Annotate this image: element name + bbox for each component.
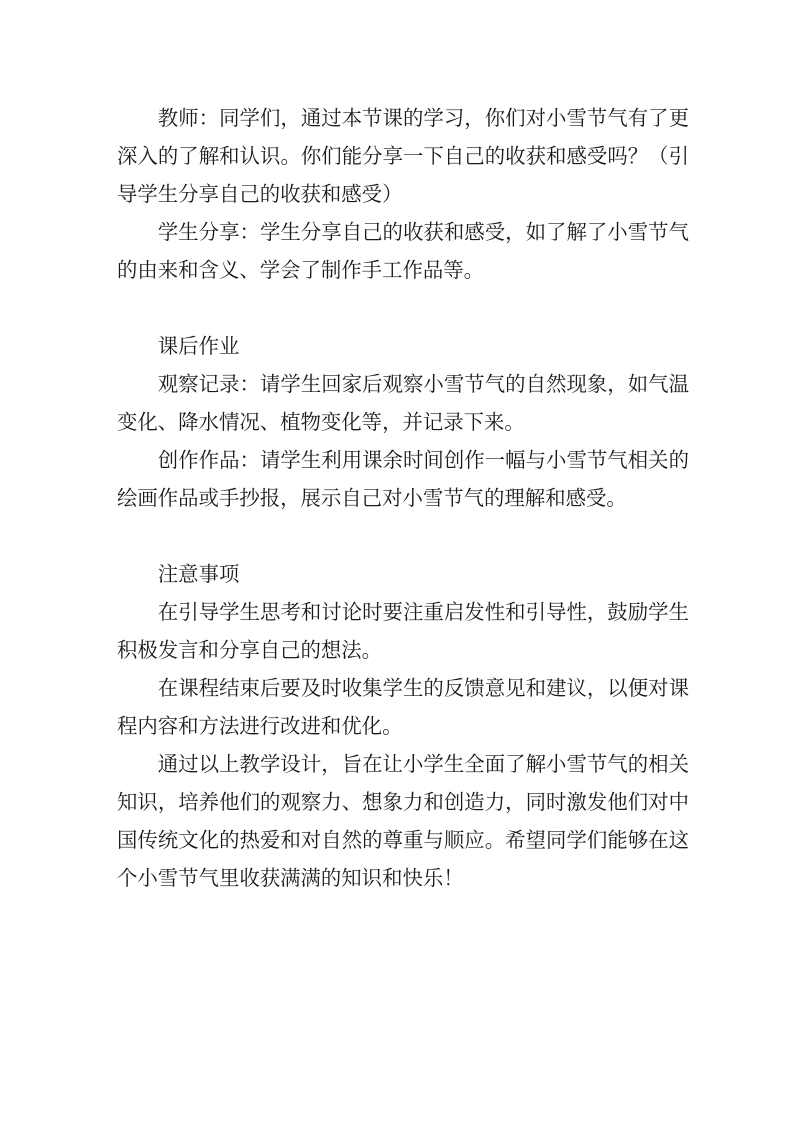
notes-heading: 注意事项 bbox=[157, 562, 240, 586]
notes-feedback-paragraph: 在课程结束后要及时收集学生的反馈意见和建议，以便对课程内容和方法进行改进和优化。 bbox=[117, 676, 689, 738]
conclusion-paragraph: 通过以上教学设计，旨在让小学生全面了解小雪节气的相关知识，培养他们的观察力、想象力和创造力，同时激发他们对中国传统文化的热爱和对自然的尊重与顺应。希望同学们能够在这个小雪节气里收获满满的知识和快乐！ bbox=[117, 752, 689, 890]
blank-line bbox=[117, 289, 689, 327]
teacher-dialogue-paragraph: 教师：同学们，通过本节课的学习，你们对小雪节气有了更深入的了解和认识。你们能分享一下自己的收获和感受吗？（引导学生分享自己的收获和感受） bbox=[117, 106, 689, 206]
observation-record-paragraph: 观察记录：请学生回家后观察小雪节气的自然现象，如气温变化、降水情况、植物变化等，并记录下来。 bbox=[117, 372, 689, 434]
creative-work-paragraph: 创作作品：请学生利用课余时间创作一幅与小雪节气相关的绘画作品或手抄报，展示自己对小雪节气的理解和感受。 bbox=[117, 448, 689, 510]
blank-line bbox=[117, 517, 689, 555]
student-sharing-paragraph: 学生分享：学生分享自己的收获和感受，如了解了小雪节气的由来和含义、学会了制作手工作品等。 bbox=[117, 220, 689, 282]
homework-heading: 课后作业 bbox=[157, 334, 240, 358]
notes-guidance-paragraph: 在引导学生思考和讨论时要注重启发性和引导性，鼓励学生积极发言和分享自己的想法。 bbox=[117, 600, 689, 662]
document-page bbox=[117, 99, 689, 897]
